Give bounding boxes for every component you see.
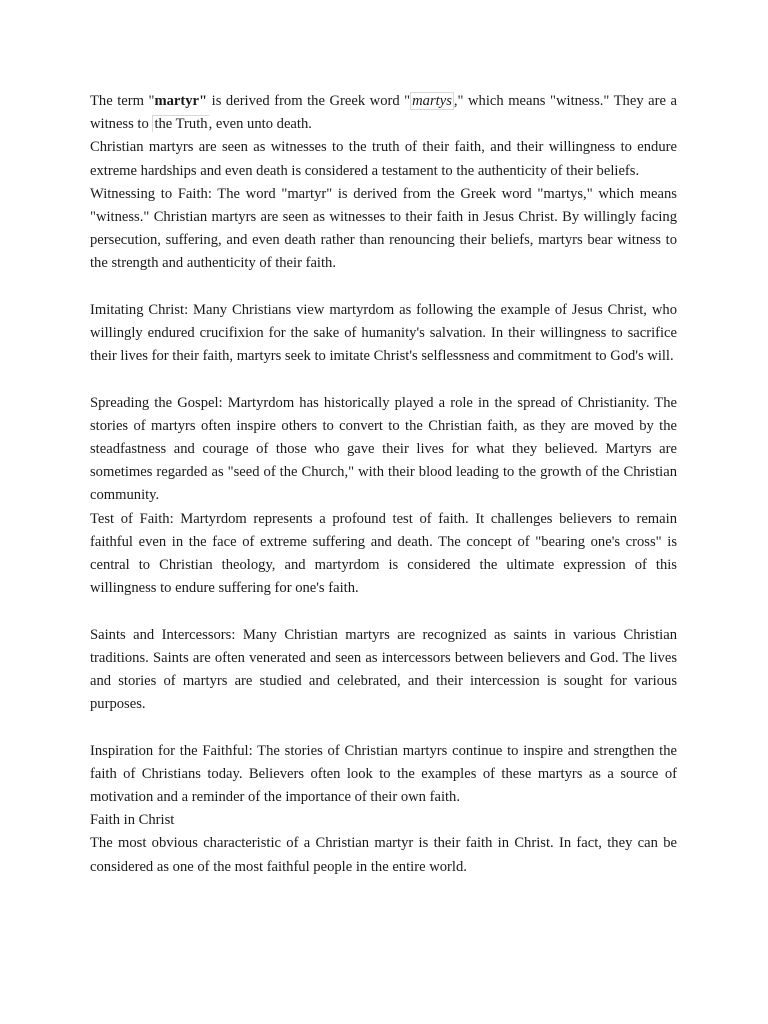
paragraph-faith-in-christ: The most obvious characteristic of a Christian martyr is their faith in Christ. In fact, they can be considered as one of the most faithful people in the entire world. xyxy=(90,835,677,875)
intro-text-3: ," which means "witness." They are a witness to xyxy=(90,93,677,133)
heading-faith-in-christ: Faith in Christ xyxy=(90,812,175,829)
paragraph-gap xyxy=(90,276,677,299)
intro-paragraph xyxy=(90,90,677,136)
intro-text-2: is derived from the Greek word " xyxy=(207,93,411,109)
paragraph-witnesses: Christian martyrs are seen as witnesses to the truth of their faith, and their willingness to endure extreme hardships and even death is considered a testament to the authenticity of their beliefs. xyxy=(90,139,677,179)
intro-text-4: , even unto death. xyxy=(208,116,312,133)
paragraph-spreading-gospel: Spreading the Gospel: Martyrdom has historically played a role in the spread of Christianity. The stories of martyrs often inspire others to convert to the Christian faith, as they are moved by the steadfastness and courage of those who gave their lives for what they believed. Martyrs are sometimes regarded as "seed of the Church," with their blood leading to the growth of the Christian community. xyxy=(90,394,677,504)
paragraph-gap xyxy=(90,600,677,623)
the-truth-phrase: the Truth xyxy=(154,116,208,133)
paragraph-imitating-christ: Imitating Christ: Many Christians view martyrdom as following the example of Jesus Christ, who willingly endured crucifixion for the sake of humanity's salvation. In their willingness to sacrifice their lives for their faith, martyrs seek to imitate Christ's selflessness and commitment to God's will. xyxy=(90,301,677,365)
intro-text-1: The term " xyxy=(90,93,155,109)
paragraph-witnessing-to-faith: Witnessing to Faith: The word "martyr" is derived from the Greek word "martys," which means "witness." Christian martyrs are seen as witnesses to their faith in Jesus Christ. By willingly facing persecution, suffering, and even death rather than renouncing their beliefs, martyrs bear witness to the strength and authenticity of their faith. xyxy=(90,185,677,272)
term-martyr: martyr" xyxy=(154,93,208,109)
greek-word-martys: martys xyxy=(412,93,452,109)
paragraph-inspiration: Inspiration for the Faithful: The stories of Christian martyrs continue to inspire and strengthen the faith of Christians today. Believers often look to the examples of these martyrs as a source of motivation and a reminder of the importance of their own faith. xyxy=(90,742,677,806)
paragraph-saints-intercessors: Saints and Intercessors: Many Christian martyrs are recognized as saints in various Christian traditions. Saints are often venerated and seen as intercessors between believers and God. The lives and stories of martyrs are studied and celebrated, and their intercession is sought for various purposes. xyxy=(90,626,677,713)
paragraph-gap xyxy=(90,368,677,391)
document-page xyxy=(90,90,677,879)
paragraph-gap xyxy=(90,716,677,739)
paragraph-test-of-faith: Test of Faith: Martyrdom represents a profound test of faith. It challenges believers to remain faithful even in the face of extreme suffering and death. The concept of "bearing one's cross" is central to Christian theology, and martyrdom is considered the ultimate expression of this willingness to endure suffering for one's faith. xyxy=(90,510,677,597)
